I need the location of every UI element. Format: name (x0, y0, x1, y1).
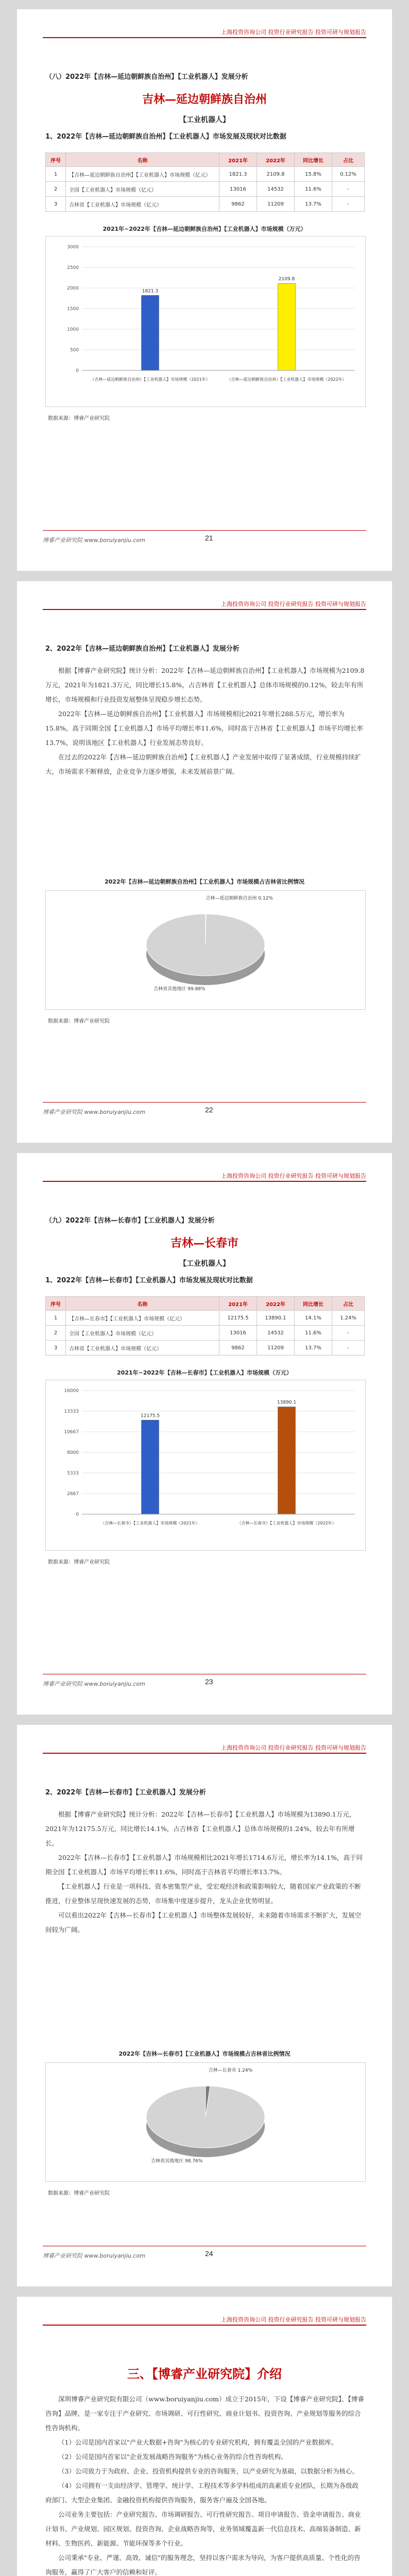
data-source: 数据来源：博睿产业研究院 (48, 1019, 110, 1024)
table-cell: 13.7% (295, 197, 332, 212)
data-label: 13890.1 (277, 1400, 297, 1405)
table-cell: 1821.3 (219, 167, 257, 182)
chart-title: 2021年~2022年【吉林—长春市】【工业机器人】市场规模（万元） (117, 1369, 292, 1376)
page-header (43, 1171, 366, 1182)
x-tick-label: （吉林—延边朝鲜族自治州）【工业机器人】市场规模（2022年） (227, 377, 347, 382)
table-cell: 3 (46, 1341, 66, 1355)
bar-chart-2 (45, 1380, 366, 1551)
footer-label: 博睿产业研究院 www.boruiyanjiu.com (43, 2252, 145, 2259)
subsection-heading: 2、2022年【吉林—延边朝鲜族自治州】【工业机器人】发展分析 (45, 645, 240, 653)
bar-chart-1 (45, 236, 366, 407)
table-cell: 【吉林—长春市】【工业机器人】市场规模（亿元） (66, 1311, 219, 1326)
table-row (46, 182, 365, 197)
table-header: 名称 (66, 1297, 219, 1311)
table-header: 2022年 (257, 1297, 295, 1311)
paragraph: 公司业务主要包括：产业研究报告、市场调研报告、可行性研究报告、项目申请报告、资金申请报告、商业计划书、产业规划、园区规划、投资咨询、企业战略咨询等，业务领域覆盖新一代信息技术、高端装备制造、新材料、生物医药、新能源、节能环保等多个行业。 (45, 2511, 361, 2547)
paragraph: 公司秉承"专业、严谨、高效、诚信"的服务理念，坚持以客户需求为导向，为客户提供高质量、个性化的咨询服务，赢得了广大客户的信赖和好评。 (45, 2554, 361, 2576)
data-source: 数据来源：博睿产业研究院 (48, 2191, 110, 2196)
header-text: 上海投资咨询公司 投资行业研究报告 投资可研与规划报告 (221, 2316, 366, 2323)
chart-title: 2021年~2022年【吉林—延边朝鲜族自治州】【工业机器人】市场规模（万元） (103, 226, 306, 232)
industry-bracket: 【工业机器人】 (179, 1260, 230, 1268)
paragraph: （3）公司致力于为政府、企业、投资机构提供专业的咨询服务，以产业研究为基础，以数据分析为核心。 (58, 2467, 359, 2475)
chart-title: 2022年【吉林—长春市】【工业机器人】市场规模占吉林省比例情况 (118, 2050, 291, 2057)
footer-label: 博睿产业研究院 www.boruiyanjiu.com (43, 537, 145, 544)
y-tick-label: 5333 (67, 1471, 79, 1476)
data-source: 数据来源：博睿产业研究院 (48, 1560, 110, 1565)
table-cell: 2109.8 (257, 167, 295, 182)
table-header: 2022年 (257, 153, 295, 167)
table-header: 序号 (46, 153, 66, 167)
paragraph: 在过去的2022年【吉林—延边朝鲜族自治州】【工业机器人】产业发展中取得了显著成绩，行业规模持续扩大，市场需求不断释放，企业竞争力逐步增强，未来发展前景广阔。 (45, 753, 362, 775)
table-cell: - (332, 197, 365, 212)
table-cell: 14532 (257, 1326, 295, 1341)
slice-label: 吉林省其他地区 99.88% (154, 986, 206, 992)
header-text: 上海投资咨询公司 投资行业研究报告 投资可研与规划报告 (221, 1744, 366, 1751)
table-header: 占比 (332, 153, 365, 167)
page-footer (43, 530, 366, 551)
company-intro (45, 2392, 365, 2576)
table-row (46, 1341, 365, 1355)
pie-chart-1 (45, 890, 366, 1010)
table-cell: - (332, 182, 365, 197)
region-title: 吉林—延边朝鲜族自治州 (142, 93, 267, 106)
table-cell: 3 (46, 197, 66, 212)
data-label: 12175.5 (140, 1413, 160, 1419)
slice-label: 吉林省其他地区 98.76% (151, 2158, 203, 2164)
page-number: 21 (205, 534, 213, 542)
y-tick-label: 10667 (64, 1430, 79, 1435)
page-footer (43, 2246, 366, 2267)
bar (142, 295, 159, 370)
y-tick-label: 16000 (64, 1388, 79, 1394)
x-tick-label: （吉林—长春市）【工业机器人】市场规模（2021年） (100, 1521, 200, 1526)
slice-label: 吉林—延边朝鲜族自治州 0.12% (206, 896, 273, 902)
bar-chart-svg (46, 1380, 365, 1550)
data-label: 1821.3 (142, 289, 159, 294)
table-cell: 1 (46, 1311, 66, 1326)
table-cell: 吉林省【工业机器人】市场规模（亿元） (66, 197, 219, 212)
table-cell: 吉林省【工业机器人】市场规模（亿元） (66, 1341, 219, 1355)
table-cell: 【吉林—延边朝鲜族自治州】【工业机器人】市场规模（亿元） (66, 167, 219, 182)
pie-slice (146, 2086, 265, 2148)
table-cell: 2 (46, 1326, 66, 1341)
table-cell: 全国【工业机器人】市场规模（亿元） (66, 182, 219, 197)
table-cell: 13890.1 (257, 1311, 295, 1326)
table-row (46, 197, 365, 212)
y-tick-label: 500 (70, 348, 79, 353)
bar (142, 1420, 159, 1514)
table-cell: - (332, 1341, 365, 1355)
table-cell: 14.1% (295, 1311, 332, 1326)
section-heading: （九）2022年【吉林—长春市】【工业机器人】发展分析 (45, 1217, 215, 1225)
table-cell: 12175.5 (219, 1311, 257, 1326)
paragraph: 【工业机器人】行业是一项科技、资本密集型产业，受宏观经济和政策影响较大，随着国家产业政策的不断推进，行业整体呈现快速发展的态势，市场集中度逐步提升，龙头企业优势明显。 (45, 1883, 361, 1905)
subsection-heading: 1、2022年【吉林—延边朝鲜族自治州】【工业机器人】市场发展及现状对比数据 (45, 133, 286, 141)
header-text: 上海投资咨询公司 投资行业研究报告 投资可研与规划报告 (221, 1173, 366, 1179)
section-title: 三、【博睿产业研究院】介绍 (127, 2366, 282, 2381)
page-footer (43, 1102, 366, 1123)
pie-slice (146, 914, 265, 976)
y-tick-label: 1000 (67, 327, 79, 332)
page-3 (17, 1153, 392, 1715)
table-row (46, 167, 365, 182)
subsection-heading: 1、2022年【吉林—长春市】【工业机器人】市场发展及现状对比数据 (45, 1277, 253, 1284)
table-header: 占比 (332, 1297, 365, 1311)
y-tick-label: 0 (76, 368, 79, 374)
page-2 (17, 581, 392, 1143)
y-tick-label: 8000 (67, 1450, 79, 1455)
y-tick-label: 0 (76, 1512, 79, 1517)
bar (278, 283, 296, 370)
page-header (43, 2314, 366, 2326)
page-number: 22 (205, 1106, 213, 1114)
analysis-text (45, 1807, 365, 1937)
page-number: 23 (205, 1677, 213, 1686)
header-text: 上海投资咨询公司 投资行业研究报告 投资可研与规划报告 (221, 29, 366, 36)
paragraph: 根据【博睿产业研究院】统计分析：2022年【吉林—延边朝鲜族自治州】【工业机器人】市场规模为2109.8万元，2021年为1821.3万元，同比增长15.8%，占吉林省【工业机器人】总体市场规模的0.12%，较去年有所增长，市场规模和行业投资发展整体呈现稳步增长态势。 (45, 667, 365, 703)
table-cell: 0.12% (332, 167, 365, 182)
y-tick-label: 1500 (67, 307, 79, 312)
pie-chart-svg (46, 2063, 365, 2181)
slice-label: 吉林—长春市 1.24% (208, 2068, 253, 2074)
data-label: 2109.8 (278, 277, 295, 282)
table-row (46, 1311, 365, 1326)
paragraph: （4）公司拥有一支由经济学、管理学、统计学、工程技术等多学科组成的高素质专业团队，长期为各级政府部门、大型企业集团、金融投资机构提供咨询服务，服务客户遍及全国各地。 (45, 2482, 359, 2504)
table-cell: 15.8% (295, 167, 332, 182)
y-tick-label: 2667 (67, 1492, 79, 1497)
table-cell: 14532 (257, 182, 295, 197)
x-tick-label: （吉林—长春市）【工业机器人】市场规模（2022年） (237, 1521, 336, 1526)
footer-label: 博睿产业研究院 www.boruiyanjiu.com (43, 1681, 145, 1687)
paragraph: 深圳博睿产业研究院有限公司（www.boruiyanjiu.com）成立于2015年，下设【博睿产业研究院】、【博睿咨询】品牌，是一家专注于产业研究、市场调研、可行性研究、商业计划书、投资咨询、产业规划等服务的综合性咨询机构。 (45, 2395, 364, 2432)
table-cell: 1 (46, 167, 66, 182)
paragraph: 可以看出2022年【吉林—长春市】【工业机器人】市场整体发展较好，未来随着市场需求不断扩大，发展空间较为广阔。 (45, 1911, 362, 1934)
comparison-table (45, 152, 365, 212)
page-1 (17, 9, 392, 571)
table-header: 同比增长 (295, 1297, 332, 1311)
y-tick-label: 2000 (67, 286, 79, 291)
table-cell: 1.24% (332, 1311, 365, 1326)
bar-chart-svg (46, 236, 365, 406)
table-cell: 11.6% (295, 1326, 332, 1341)
table-header: 名称 (66, 153, 219, 167)
page-footer (43, 1674, 366, 1695)
table-header-row (46, 1297, 365, 1311)
header-text: 上海投资咨询公司 投资行业研究报告 投资可研与规划报告 (221, 601, 366, 607)
table-cell: 9862 (219, 1341, 257, 1355)
table-cell: 11.6% (295, 182, 332, 197)
page-header (43, 27, 366, 38)
analysis-text (45, 664, 365, 779)
subsection-heading: 2、2022年【吉林—长春市】【工业机器人】发展分析 (45, 1789, 206, 1797)
table-cell: 13.7% (295, 1341, 332, 1355)
industry-bracket: 【工业机器人】 (179, 116, 230, 124)
page-5 (17, 2297, 392, 2576)
table-header: 2021年 (219, 153, 257, 167)
table-row (46, 1326, 365, 1341)
table-header-row (46, 153, 365, 167)
page-4 (17, 1725, 392, 2286)
paragraph: 根据【博睿产业研究院】统计分析：2022年【吉林—长春市】【工业机器人】市场规模为13890.1万元，2021年为12175.5万元，同比增长14.1%，占吉林省【工业机器人】总体市场规模的1.24%，较去年有所增长。 (45, 1810, 356, 1847)
y-tick-label: 13333 (64, 1409, 79, 1414)
chart-title: 2022年【吉林—延边朝鲜族自治州】【工业机器人】市场规模占吉林省比例情况 (104, 878, 305, 885)
bar (278, 1407, 296, 1514)
table-cell: 2 (46, 182, 66, 197)
x-tick-label: （吉林—延边朝鲜族自治州）【工业机器人】市场规模（2021年） (90, 377, 210, 382)
pie-chart-svg (46, 891, 365, 1009)
table-cell: 全国【工业机器人】市场规模（亿元） (66, 1326, 219, 1341)
table-cell: - (332, 1326, 365, 1341)
table-header: 2021年 (219, 1297, 257, 1311)
comparison-table (45, 1296, 365, 1355)
table-cell: 13016 (219, 182, 257, 197)
paragraph: 2022年【吉林—长春市】【工业机器人】市场规模相比2021年增长1714.6万元，增长率为14.1%，高于同期全国【工业机器人】市场平均增长率11.6%，同时高于吉林省平均增长率13.7%。 (45, 1854, 363, 1876)
y-tick-label: 2500 (67, 265, 79, 270)
section-heading: （八）2022年【吉林—延边朝鲜族自治州】【工业机器人】发展分析 (45, 73, 248, 81)
page-header (43, 1742, 366, 1754)
table-cell: 9862 (219, 197, 257, 212)
region-title: 吉林—长春市 (170, 1236, 238, 1250)
paragraph: （1）公司是国内首家以"产业大数据+咨询"为核心的专业研究机构，拥有覆盖全国的产业数据库。 (58, 2438, 338, 2446)
page-header (43, 599, 366, 610)
table-header: 同比增长 (295, 153, 332, 167)
table-cell: 13016 (219, 1326, 257, 1341)
paragraph: （2）公司是国内首家以"企业发展战略咨询服务"为核心业务的综合性咨询机构。 (58, 2453, 287, 2461)
table-header: 序号 (46, 1297, 66, 1311)
footer-label: 博睿产业研究院 www.boruiyanjiu.com (43, 1109, 145, 1115)
paragraph: 2022年【吉林—延边朝鲜族自治州】【工业机器人】市场规模相比2021年增长288.5万元，增长率为15.8%，高于同期全国【工业机器人】市场平均增长率11.6%，同时高于吉林省【工业机器人】市场平均增长率13.7%，说明该地区【工业机器人】行业发展态势良好。 (45, 710, 363, 747)
pie-chart-2 (45, 2062, 366, 2182)
table-cell: 11209 (257, 197, 295, 212)
data-source: 数据来源：博睿产业研究院 (48, 416, 110, 421)
y-tick-label: 3000 (67, 245, 79, 250)
table-cell: 11209 (257, 1341, 295, 1355)
page-number: 24 (205, 2249, 213, 2258)
